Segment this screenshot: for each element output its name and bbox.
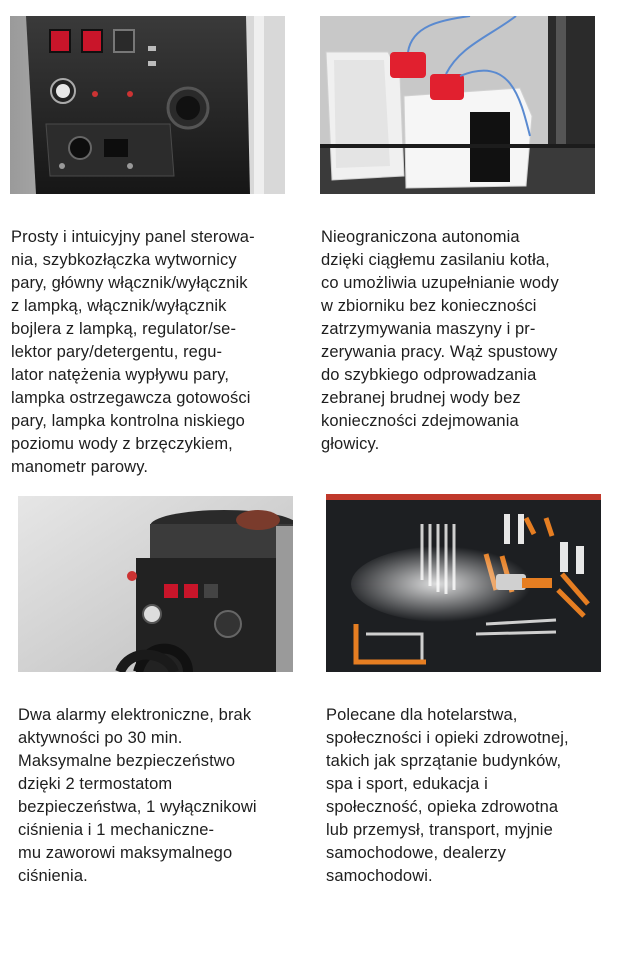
- text-line: spa i sport, edukacja i: [326, 775, 488, 793]
- applications-description: [326, 704, 626, 888]
- water-tanks-photo: [320, 16, 595, 194]
- text-line: Maksymalne bezpieczeństwo: [18, 752, 236, 770]
- text-line: manometr parowy.: [11, 458, 149, 476]
- text-line: w zbiorniku bez konieczności: [321, 297, 537, 315]
- control-panel-description: [11, 226, 301, 479]
- safety-description: [18, 704, 308, 888]
- text-line: takich jak sprzątanie budynków,: [326, 752, 562, 770]
- text-line: co umożliwia uzupełnianie wody: [321, 274, 559, 292]
- text-line: zerywania pracy. Wąż spustowy: [321, 343, 558, 361]
- autonomy-description: [321, 226, 621, 456]
- text-line: bezpieczeństwa, 1 wyłącznikowi: [18, 798, 257, 816]
- text-line: lub przemysł, transport, myjnie: [326, 821, 553, 839]
- text-line: dzięki 2 termostatom: [18, 775, 173, 793]
- text-line: lektor pary/detergentu, regu-: [11, 343, 223, 361]
- text-line: lator natężenia wypływu pary,: [11, 366, 230, 384]
- text-line: społeczności i opieki zdrowotnej,: [326, 729, 569, 747]
- text-line: dzięki ciągłemu zasilaniu kotła,: [321, 251, 550, 269]
- text-line: zebranej brudnej wody bez: [321, 389, 521, 407]
- machine-panel-photo: [18, 496, 293, 672]
- text-line: samochodowi.: [326, 867, 433, 885]
- text-line: pary, lampka kontrolna niskiego: [11, 412, 245, 430]
- control-panel-photo: [10, 16, 285, 194]
- text-line: ciśnienia.: [18, 867, 88, 885]
- text-line: zatrzymywania maszyny i pr-: [321, 320, 536, 338]
- text-line: mu zaworowi maksymalnego: [18, 844, 233, 862]
- text-line: konieczności zdejmowania: [321, 412, 519, 430]
- text-line: z lampką, włącznik/wyłącznik: [11, 297, 227, 315]
- text-line: Polecane dla hotelarstwa,: [326, 706, 518, 724]
- text-line: Prosty i intuicyjny panel sterowa-: [11, 228, 255, 246]
- text-line: głowicy.: [321, 435, 380, 453]
- text-line: do szybkiego odprowadzania: [321, 366, 537, 384]
- tool-panel-steam-photo: [326, 494, 601, 672]
- text-line: samochodowe, dealerzy: [326, 844, 507, 862]
- text-line: poziomu wody z brzęczykiem,: [11, 435, 233, 453]
- text-line: pary, główny włącznik/wyłącznik: [11, 274, 248, 292]
- text-line: bojlera z lampką, regulator/se-: [11, 320, 237, 338]
- text-line: Dwa alarmy elektroniczne, brak: [18, 706, 252, 724]
- text-line: nia, szybkozłączka wytwornicy: [11, 251, 237, 269]
- text-line: lampka ostrzegawcza gotowości: [11, 389, 251, 407]
- text-line: społeczność, opieka zdrowotna: [326, 798, 559, 816]
- text-line: Nieograniczona autonomia: [321, 228, 520, 246]
- text-line: aktywności po 30 min.: [18, 729, 183, 747]
- text-line: ciśnienia i 1 mechaniczne-: [18, 821, 215, 839]
